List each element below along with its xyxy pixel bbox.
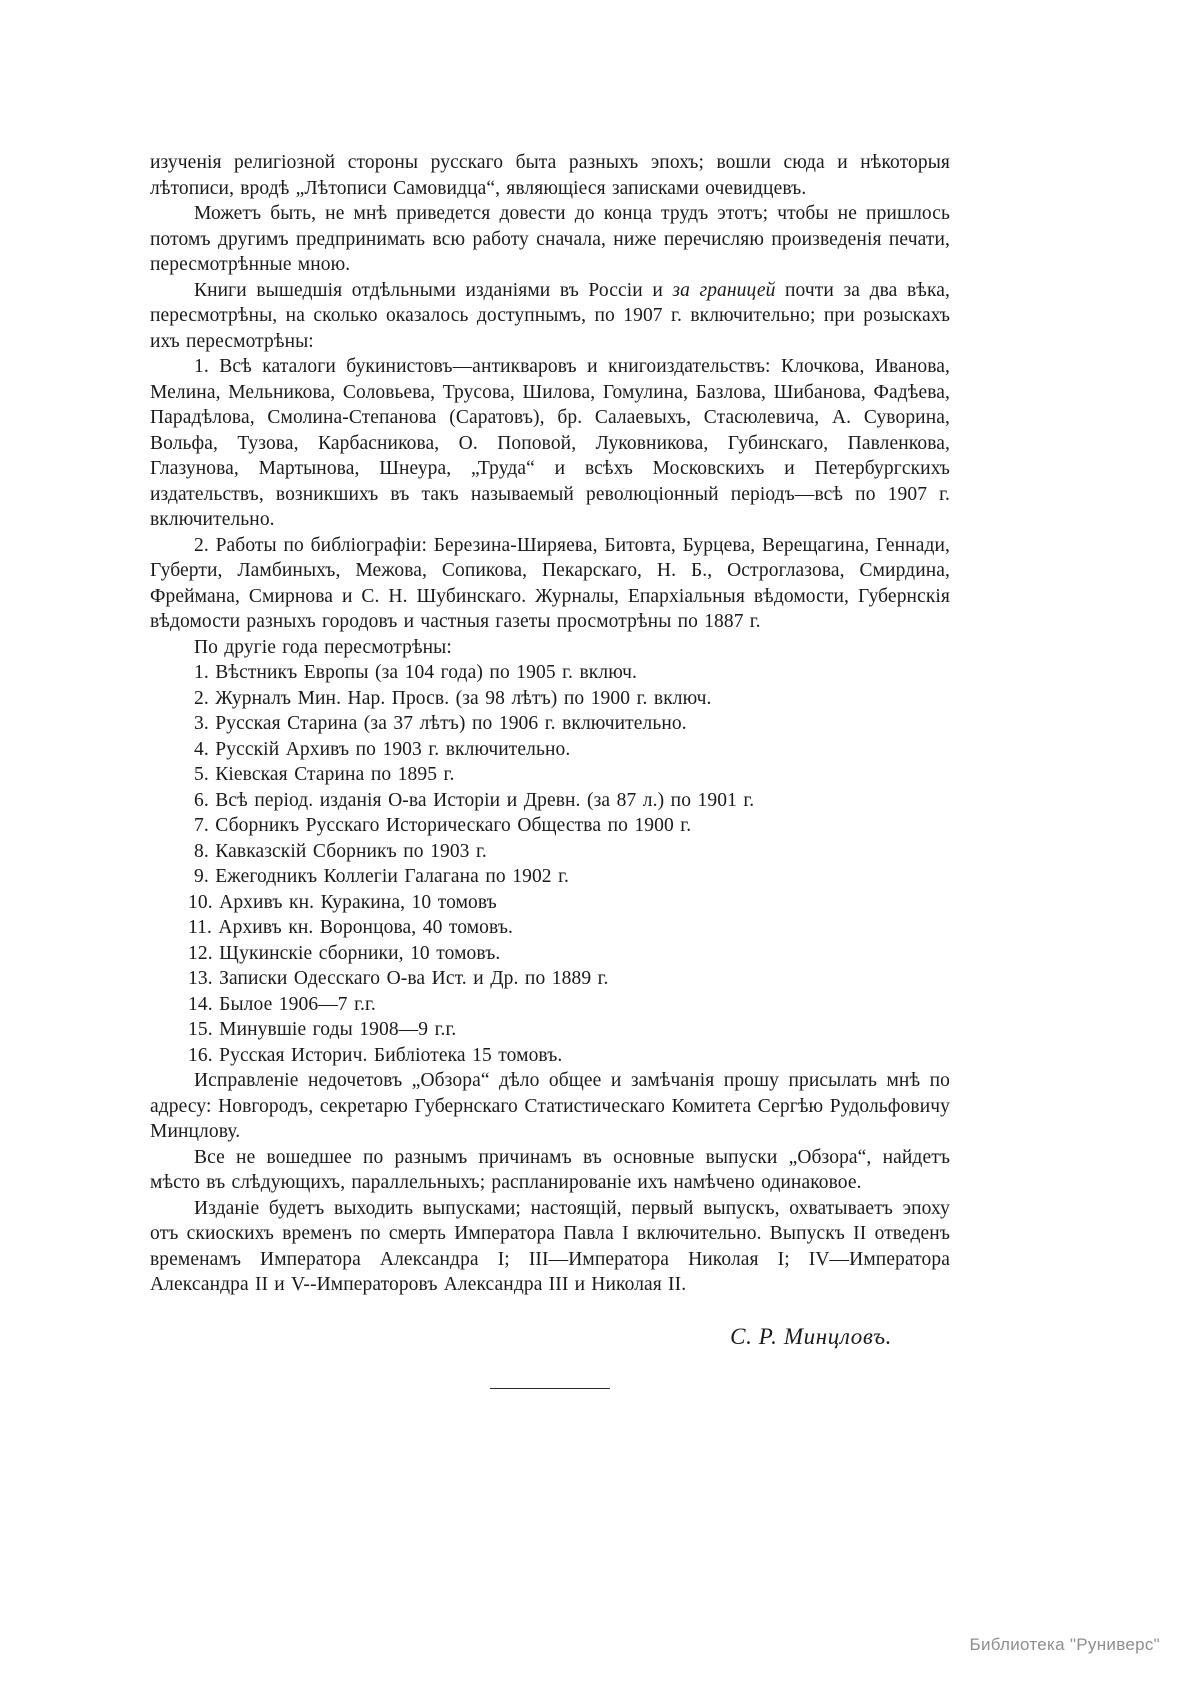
paragraph-books [150, 278, 950, 355]
section-divider [150, 1376, 950, 1394]
list-item: 5. Кіевская Старина по 1895 г. [194, 764, 455, 785]
list-item: 8. Кавказскій Сборникъ по 1903 г. [194, 840, 487, 862]
list-item: 3. Русская Старина (за 37 лѣтъ) по 1906 г. включительно. [194, 713, 687, 734]
list-item: 9. Ежегодникъ Коллегіи Галагана по 1902 г. [194, 866, 570, 887]
list-intro: По другіе года пересмотрѣны: [194, 636, 452, 658]
author-signature: С. Р. Минцловъ. [730, 1323, 892, 1349]
list-item: 10. Архивъ кн. Куракина, 10 томовъ [188, 891, 497, 913]
paragraph-catalogs: 1. Всѣ каталоги букинистовъ—антикваровъ и книгоиздательствъ: Клочкова, Иванова, Мелина, Мельникова, Соловьева, Трусова, Шилова, Гомулина, Базлова, Шибанова, Фадѣева, Парадѣлова, Смолина-Степанова (Саратовъ), бр. Салаевыхъ, Стасюлевича, А. Суворина, Вольфа, Тузова, Карбасникова, О. Поповой, Луковникова, Губинскаго, Павленкова, Глазунова, Мартынова, Шнеура, „Труда“ и всѣхъ Московскихъ и Петербургскихъ издательствъ, возникшихъ въ такъ называемый революціонный періодъ—всѣ по 1907 г. включительно. [150, 356, 950, 530]
paragraph-corrections: Исправленіе недочетовъ „Обзора“ дѣло общее и замѣчанія прошу присылать мнѣ по адресу: Новгородъ, секретарю Губернскаго Статистическаго Комитета Сергѣю Рудольфовичу Минцлову. [150, 1070, 950, 1142]
paragraph-opening: изученія религіозной стороны русскаго быта разныхъ эпохъ; вошли сюда и нѣкоторыя лѣтописи, вродѣ „Лѣтописи Самовидца“, являющіеся записками очевидцевъ. [150, 152, 950, 199]
divider-line [490, 1388, 610, 1389]
paragraph-remaining: Все не вошедшее по разнымъ причинамъ въ основные выпуски „Обзора“, найдетъ мѣсто въ слѣдующихъ, параллельныхъ; распланированіе ихъ намѣчено одинаковое. [150, 1146, 950, 1193]
list-item: 14. Былое 1906—7 г.г. [188, 993, 376, 1015]
list-item: 12. Щукинскіе сборники, 10 томовъ. [188, 942, 501, 964]
list-item: 4. Русскій Архивъ по 1903 г. включительно. [194, 738, 571, 760]
paragraph-books-italic: за границей [672, 279, 776, 301]
list-item: 15. Минувшіе годы 1908—9 г.г. [188, 1019, 457, 1040]
paragraph-bibliography: 2. Работы по библіографіи: Березина-Ширяева, Битовта, Бурцева, Верещагина, Геннади, Губерти, Ламбиныхъ, Межова, Сопикова, Пекарскаго, Н. Б., Остроглазова, Смирдина, Фреймана, Смирнова и С. Н. Шубинскаго. Журналы, Епархіальныя вѣдомости, Губернскія вѣдомости разныхъ городовъ и частныя газеты просмотрѣны по 1887 г. [150, 534, 950, 632]
list-item: 7. Сборникъ Русскаго Историческаго Общества по 1900 г. [194, 815, 692, 836]
paragraph-may-be: Можетъ быть, не мнѣ приведется довести до конца трудъ этотъ; чтобы не пришлось потомъ другимъ предпринимать всю работу сначала, ниже перечисляю произведенія печати, пересмотрѣнные мною. [150, 203, 950, 275]
document-page [150, 150, 950, 1394]
paragraph-books-text-2: почти за два вѣка, пересмотрѣны, на сколько оказалось доступнымъ, по 1907 г. включительно; при розыскахъ ихъ пересмотрѣны: [150, 279, 950, 352]
list-item: 16. Русская Историч. Библіотека 15 томовъ. [188, 1044, 563, 1066]
paragraph-edition: Изданіе будетъ выходить выпусками; настоящій, первый выпускъ, охватываетъ эпоху отъ скиоскихъ временъ по смерть Императора Павла I включительно. Выпускъ II отведенъ временамъ Императора Александра I; III—Императора Николая I; IV—Императора Александра II и V--Императоровъ Александра III и Николая II. [150, 1197, 950, 1295]
library-watermark: Библиотека "Руниверс" [969, 1635, 1160, 1654]
list-item: 2. Журналъ Мин. Нар. Просв. (за 98 лѣтъ) по 1900 г. включ. [194, 687, 712, 709]
list-item: 6. Всѣ період. изданія О-ва Исторіи и Древн. (за 87 л.) по 1901 г. [194, 789, 755, 811]
sources-list [150, 660, 950, 1068]
list-item: 11. Архивъ кн. Воронцова, 40 томовъ. [188, 917, 514, 938]
list-item: 13. Записки Одесскаго О-ва Ист. и Др. по 1889 г. [188, 968, 609, 989]
paragraph-books-text-1: Книги вышедшія отдѣльными изданіями въ Россіи и [194, 279, 673, 301]
list-item: 1. Вѣстникъ Европы (за 104 года) по 1905 г. включ. [194, 662, 638, 683]
